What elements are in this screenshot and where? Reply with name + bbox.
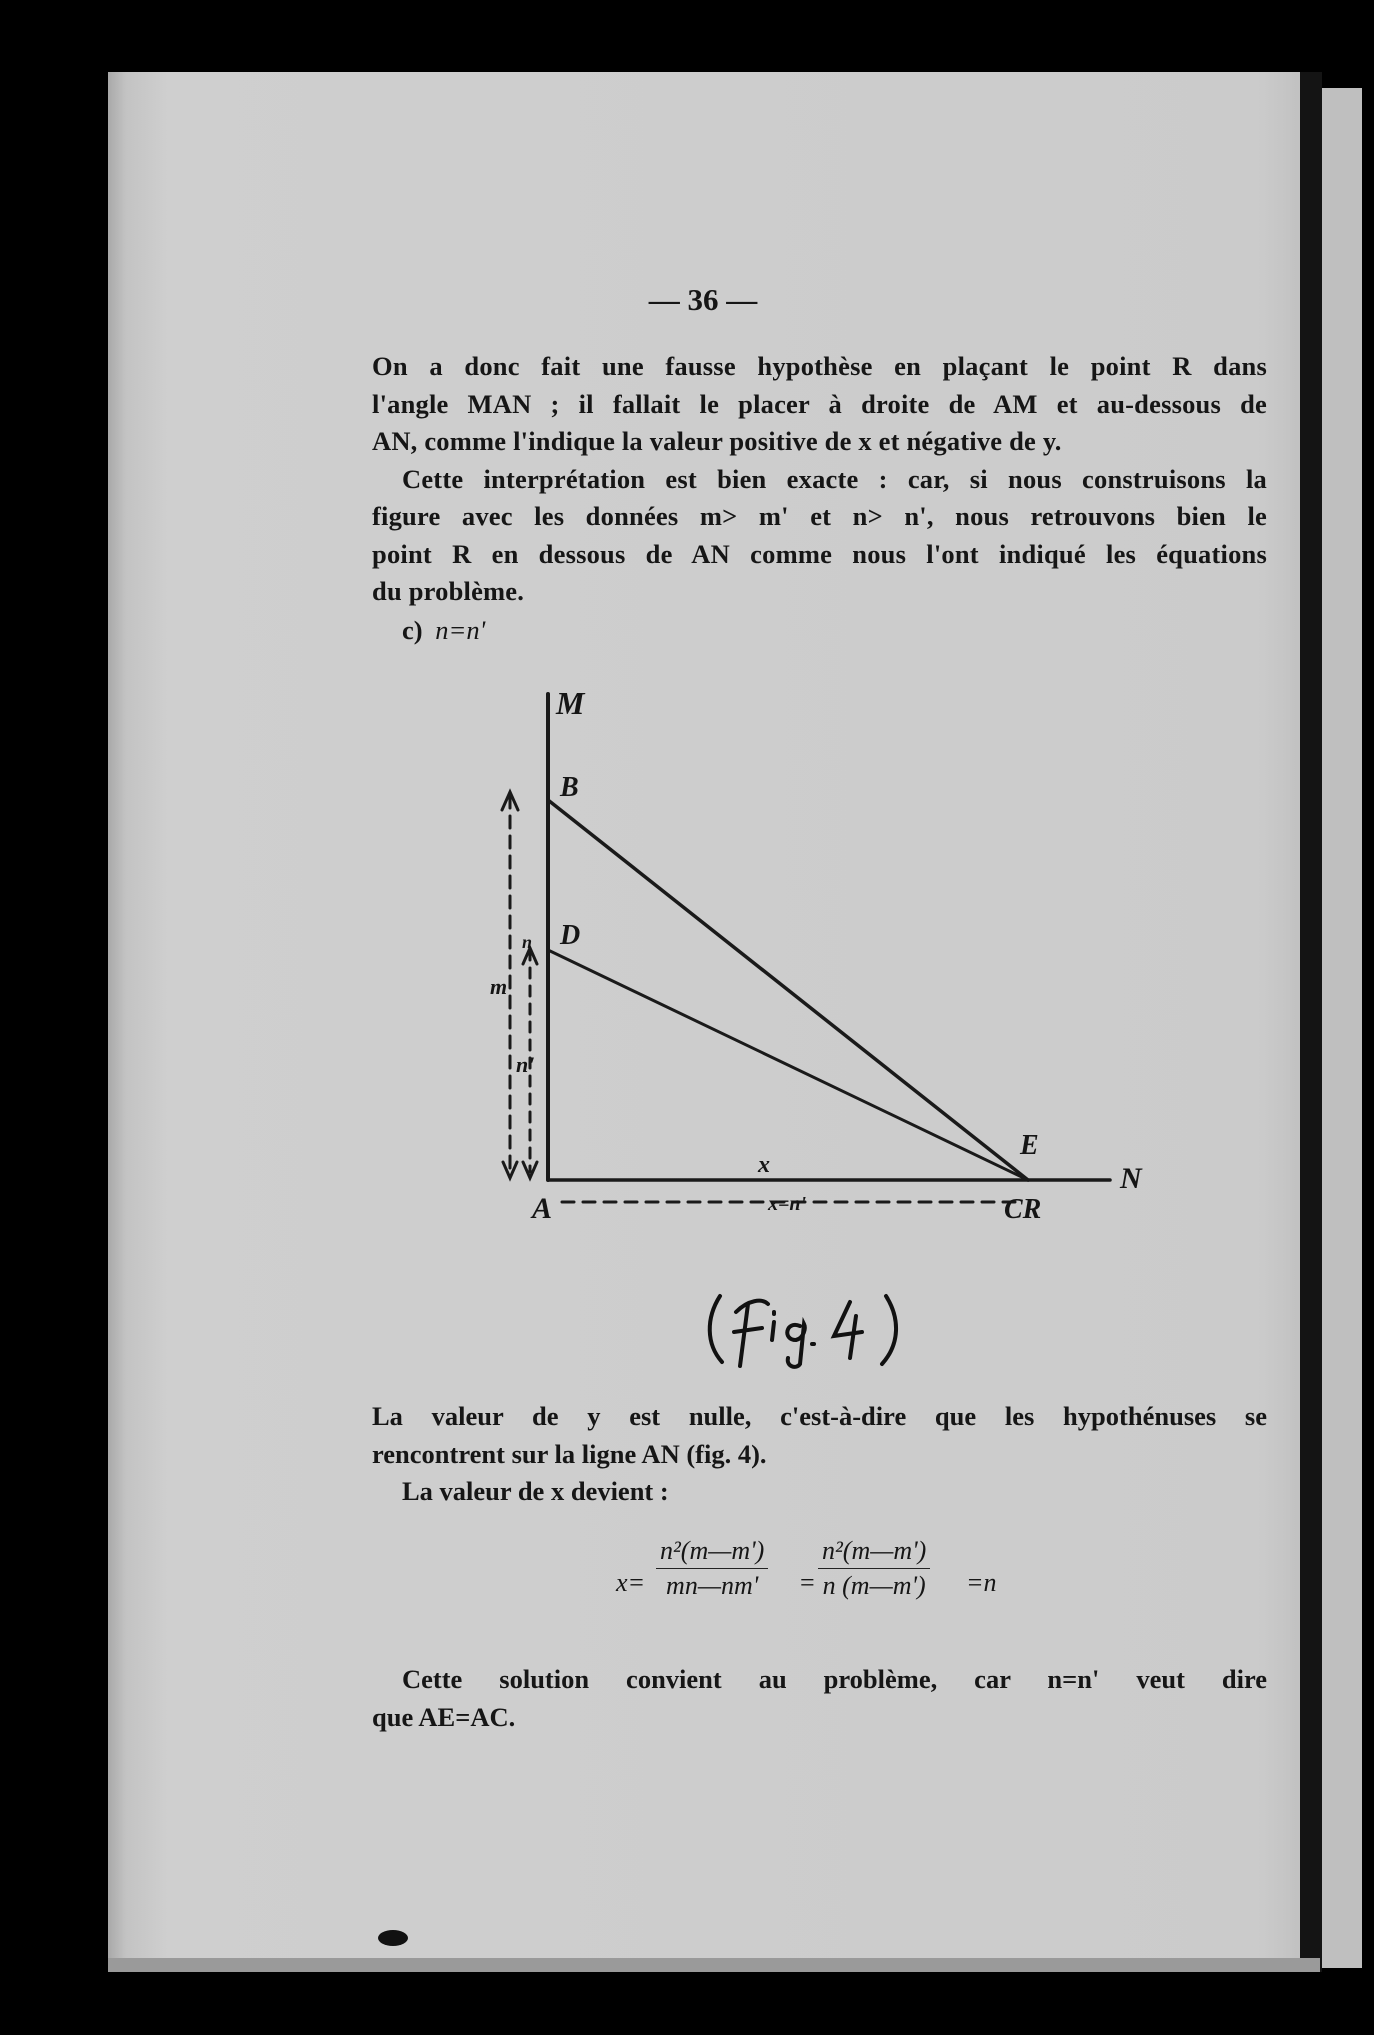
text-line: Cette solution convient au problème, car n=n' veut dire bbox=[402, 1664, 1267, 1694]
label-N: N bbox=[1120, 1162, 1142, 1195]
case-condition: n=n' bbox=[435, 615, 486, 645]
ink-blot bbox=[378, 1930, 408, 1946]
label-n: n bbox=[522, 932, 533, 952]
facing-page-edge bbox=[1322, 88, 1362, 1968]
text-line: l'angle MAN ; il fallait le placer à droite de AM et au-dessous de bbox=[372, 388, 1267, 419]
fraction-1 bbox=[656, 1536, 768, 1601]
text-line: La valeur de y est nulle, c'est-à-dire que les hypothénuses se bbox=[372, 1401, 1267, 1431]
text-line: On a donc fait une fausse hypothèse en plaçant le point R dans bbox=[372, 351, 1267, 381]
page-number: — 36 — bbox=[648, 282, 758, 317]
label-m: m bbox=[490, 974, 508, 999]
figure-caption bbox=[700, 1282, 940, 1372]
label-x: x bbox=[758, 1152, 770, 1178]
label-CR: CR bbox=[1004, 1194, 1042, 1225]
label-E: E bbox=[1020, 1130, 1039, 1161]
label-A: A bbox=[532, 1192, 553, 1225]
label-M: M bbox=[556, 688, 585, 721]
book-gutter bbox=[1300, 72, 1322, 1972]
text-line: du problème. bbox=[372, 576, 525, 606]
label-x-equals: x=n' bbox=[768, 1193, 807, 1215]
handwritten-caption bbox=[700, 1282, 940, 1372]
geometry-figure bbox=[476, 688, 1176, 1248]
text-line: point R en dessous de AN comme nous l'ont indiqué les équations bbox=[372, 538, 1267, 569]
fraction-2-numerator: n²(m—m') bbox=[818, 1536, 930, 1569]
paragraph-conclusion bbox=[372, 1661, 1267, 1736]
label-B: B bbox=[560, 772, 579, 803]
label-D: D bbox=[560, 920, 581, 951]
text-line: figure avec les données m> m' et n> n', nous retrouvons bien le bbox=[372, 501, 1267, 531]
formula-result: =n bbox=[966, 1568, 997, 1597]
text-line: Cette interprétation est bien exacte : car, si nous construisons la bbox=[402, 463, 1267, 494]
line-BE bbox=[548, 800, 1028, 1180]
paragraph-hypothesis bbox=[372, 348, 1267, 611]
line-DE bbox=[548, 950, 1028, 1180]
text-line: La valeur de x devient : bbox=[402, 1476, 669, 1506]
triangle-diagram bbox=[476, 688, 1176, 1248]
text-line: que AE=AC. bbox=[372, 1701, 516, 1732]
text-line: rencontrent sur la ligne AN (fig. 4). bbox=[372, 1438, 767, 1469]
formula-equals: = bbox=[800, 1568, 815, 1597]
fraction-2 bbox=[818, 1536, 930, 1601]
label-n-prime: n' bbox=[516, 1052, 535, 1077]
fraction-1-numerator: n²(m—m') bbox=[656, 1536, 768, 1569]
case-label: c) bbox=[402, 615, 423, 645]
fraction-1-denominator: mn—nm' bbox=[666, 1571, 759, 1600]
fraction-2-denominator: n (m—m') bbox=[822, 1571, 926, 1600]
formula-x bbox=[616, 1536, 1046, 1626]
case-c-heading bbox=[402, 612, 1297, 650]
page-bottom-edge bbox=[108, 1958, 1320, 1972]
formula-lhs: x= bbox=[616, 1568, 646, 1597]
paragraph-y-null bbox=[372, 1398, 1267, 1511]
text-line: AN, comme l'indique la valeur positive de x et négative de y. bbox=[372, 426, 1062, 456]
